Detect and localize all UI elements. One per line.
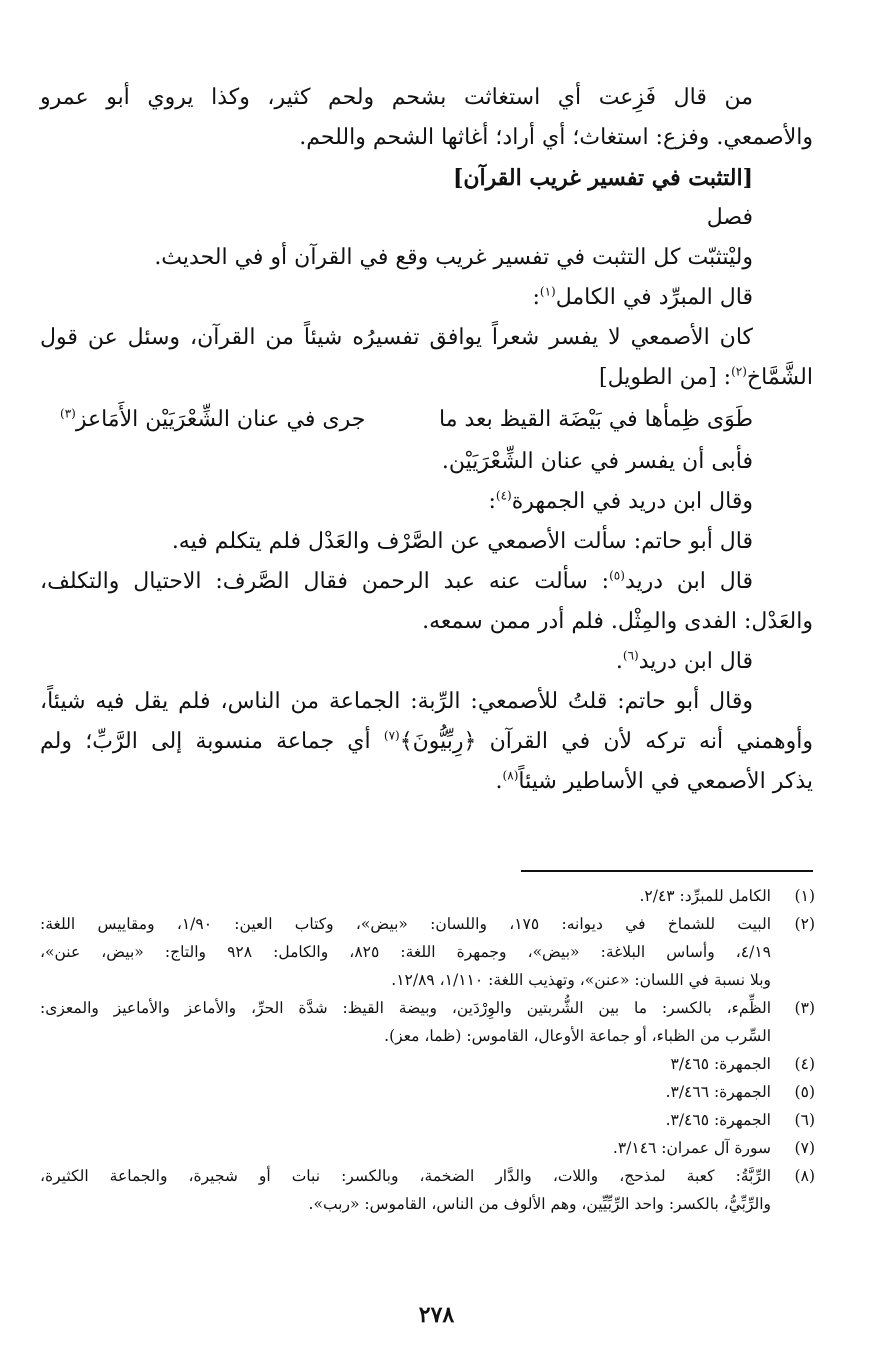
- footnote-line: الجمهرة: ٣/٤٦٦.: [665, 1083, 771, 1101]
- footnote-1: [40, 882, 815, 910]
- p8-rest: : سألت عنه عبد الرحمن فقال الصَّرف: الاحتيال والتكلف،: [40, 569, 610, 594]
- footnote-number: (٧): [794, 1139, 815, 1157]
- footnote-separator: [521, 870, 813, 872]
- paragraph-4-line-2: [40, 358, 813, 398]
- footnote-5: [40, 1078, 815, 1106]
- footnote-ref-8: (٨): [502, 768, 519, 783]
- p3-text: قال المبرِّد في الكامل: [555, 285, 753, 310]
- p6-end: :: [488, 489, 496, 514]
- footnote-number: (٨): [794, 1167, 815, 1185]
- footnote-line: السِّرب من الظباء، أو جماعة الأوعال، القاموس: (ظما، معز).: [384, 1027, 771, 1045]
- paragraph-8-line-1: [40, 562, 813, 602]
- p10-part-b: أي جماعة منسوبة إلى الرَّبِّ؛ ولم: [40, 729, 384, 754]
- footnote-number: (٤): [794, 1055, 815, 1073]
- footnote-line: الظِّمء، بالكسر: ما بين الشُّربتين والوِرْدَين، وبيضة القيظ: شدَّة الحرِّ، والأماعز والأماعيز والمعزى:: [40, 999, 771, 1017]
- footnote-body: [40, 1106, 771, 1134]
- p9-end: .: [615, 649, 623, 674]
- verse-left-text: جرى في عنان الشِّعْرَيَيْن الأَمَاعز: [75, 407, 366, 432]
- p4-name: الشَّمَّاخ: [746, 365, 813, 390]
- footnote-body: [40, 1134, 771, 1162]
- footnote-3: [40, 994, 815, 1050]
- paragraph-8-line-2: والعَدْل: الفدى والمِثْل. فلم أدر ممن سمعه.: [422, 609, 813, 634]
- verse-hemistich-2: [60, 398, 365, 442]
- section-heading: [التثبت في تفسير غريب القرآن]: [452, 165, 753, 191]
- paragraph-9: [40, 642, 813, 682]
- footnote-ref-4: (٤): [495, 488, 512, 503]
- footnote-line: الكامل للمبرِّد: ٢/٤٣.: [639, 887, 771, 905]
- footnote-line: وبلا نسبة في اللسان: «عنن»، وتهذيب اللغة: ١/١١٠، ١٢/٨٩.: [391, 971, 771, 989]
- footnote-ref-3: (٣): [60, 406, 76, 421]
- footnotes: [40, 882, 815, 1218]
- page-number: ٢٧٨: [418, 1302, 455, 1328]
- footnote-body: [40, 910, 771, 994]
- verse-hemistich-1: طَوَى ظِمأها في بَيْضَة القيظ بعد ما: [438, 407, 753, 432]
- footnote-line: ٤/١٩، وأساس البلاغة: «بيض»، وجمهرة اللغة: ٨٢٥، والكامل: ٩٢٨ والتاج: «بيض، عنن»،: [40, 943, 771, 961]
- footnote-body: [40, 1050, 771, 1078]
- footnote-ref-2: (٢): [731, 364, 747, 379]
- p8-start: قال ابن دريد: [624, 569, 754, 594]
- paragraph-10-line-3: [40, 762, 813, 802]
- paragraph-4-line-1: كان الأصمعي لا يفسر شعراً يوافق تفسيرُه شيئاً من القرآن، وسئل عن قول: [40, 325, 753, 350]
- footnote-ref-6: (٦): [622, 648, 639, 663]
- paragraph-1-line-2: والأصمعي. وفزع: استغاث؛ أي أراد؛ أغاثها الشحم واللحم.: [299, 125, 813, 150]
- paragraph-10-line-2: [40, 722, 813, 762]
- footnote-line: سورة آل عمران: ٣/١٤٦.: [612, 1139, 771, 1157]
- footnote-6: [40, 1106, 815, 1134]
- footnote-line: البيت للشماخ في ديوانه: ١٧٥، واللسان: «بيض»، وكتاب العين: ١/٩٠، ومقاييس اللغة:: [40, 915, 771, 933]
- footnote-number: (٣): [794, 999, 815, 1017]
- paragraph-1-line-1: من قال فَزِعت أي استغاثت بشحم ولحم كثير، وكذا يروي أبو عمرو: [40, 85, 753, 110]
- footnote-7: [40, 1134, 815, 1162]
- p10-line3-text: يذكر الأصمعي في الأساطير شيئاً: [518, 769, 813, 794]
- footnote-ref-5: (٥): [609, 568, 625, 583]
- footnote-ref-1: (١): [539, 284, 556, 299]
- footnote-body: [40, 1078, 771, 1106]
- footnote-line: الجمهرة: ٣/٤٦٥.: [665, 1111, 771, 1129]
- footnote-number: (٦): [794, 1111, 815, 1129]
- p4-meter: : [من الطويل]: [598, 365, 732, 390]
- footnote-ref-7: (٧): [383, 728, 400, 743]
- p10-part-a: وأوهمني أنه تركه لأن في القرآن ﴿رِبِّيُّونَ﴾: [399, 729, 813, 754]
- fasl-label: فصل: [706, 205, 753, 230]
- paragraph-6: [40, 482, 813, 522]
- footnote-2: [40, 910, 815, 994]
- paragraph-2: وليْتثبّت كل التثبت في تفسير غريب وقع في القرآن أو في الحديث.: [154, 245, 753, 270]
- footnote-line: الرِّبَّةُ: كعبة لمذحج، واللات، والدَّار الضخمة، وبالكسر: نبات أو شجيرة، والجماعة الكثيرة،: [40, 1167, 771, 1185]
- footnote-number: (٥): [794, 1083, 815, 1101]
- poetry-verse: [40, 398, 813, 442]
- footnote-4: [40, 1050, 815, 1078]
- footnote-8: [40, 1162, 815, 1218]
- footnote-number: (٢): [794, 915, 815, 933]
- p3-end: :: [532, 285, 540, 310]
- footnote-body: [40, 994, 771, 1050]
- p6-text: وقال ابن دريد في الجمهرة: [511, 489, 753, 514]
- p10-line3-end: .: [495, 769, 503, 794]
- main-text: [40, 78, 813, 802]
- paragraph-5: فأبى أن يفسر في عنان الشِّعْرَيَيْن.: [441, 449, 753, 474]
- p9-text: قال ابن دريد: [638, 649, 753, 674]
- footnote-body: [40, 882, 771, 910]
- footnote-line: الجمهرة: ٣/٤٦٥: [670, 1055, 771, 1073]
- paragraph-10-line-1: وقال أبو حاتم: قلتُ للأصمعي: الرِّبة: الجماعة من الناس، فلم يقل فيه شيئاً،: [40, 689, 753, 714]
- footnote-number: (١): [794, 887, 815, 905]
- paragraph-3: [40, 278, 813, 318]
- footnote-body: [40, 1162, 771, 1218]
- paragraph-7: قال أبو حاتم: سألت الأصمعي عن الصَّرْف والعَدْل فلم يتكلم فيه.: [171, 529, 753, 554]
- footnote-line: والرِّبِّيُّ، بالكسر: واحد الرِّبِّيِّين، وهم الألوف من الناس، القاموس: «ربب».: [308, 1195, 771, 1213]
